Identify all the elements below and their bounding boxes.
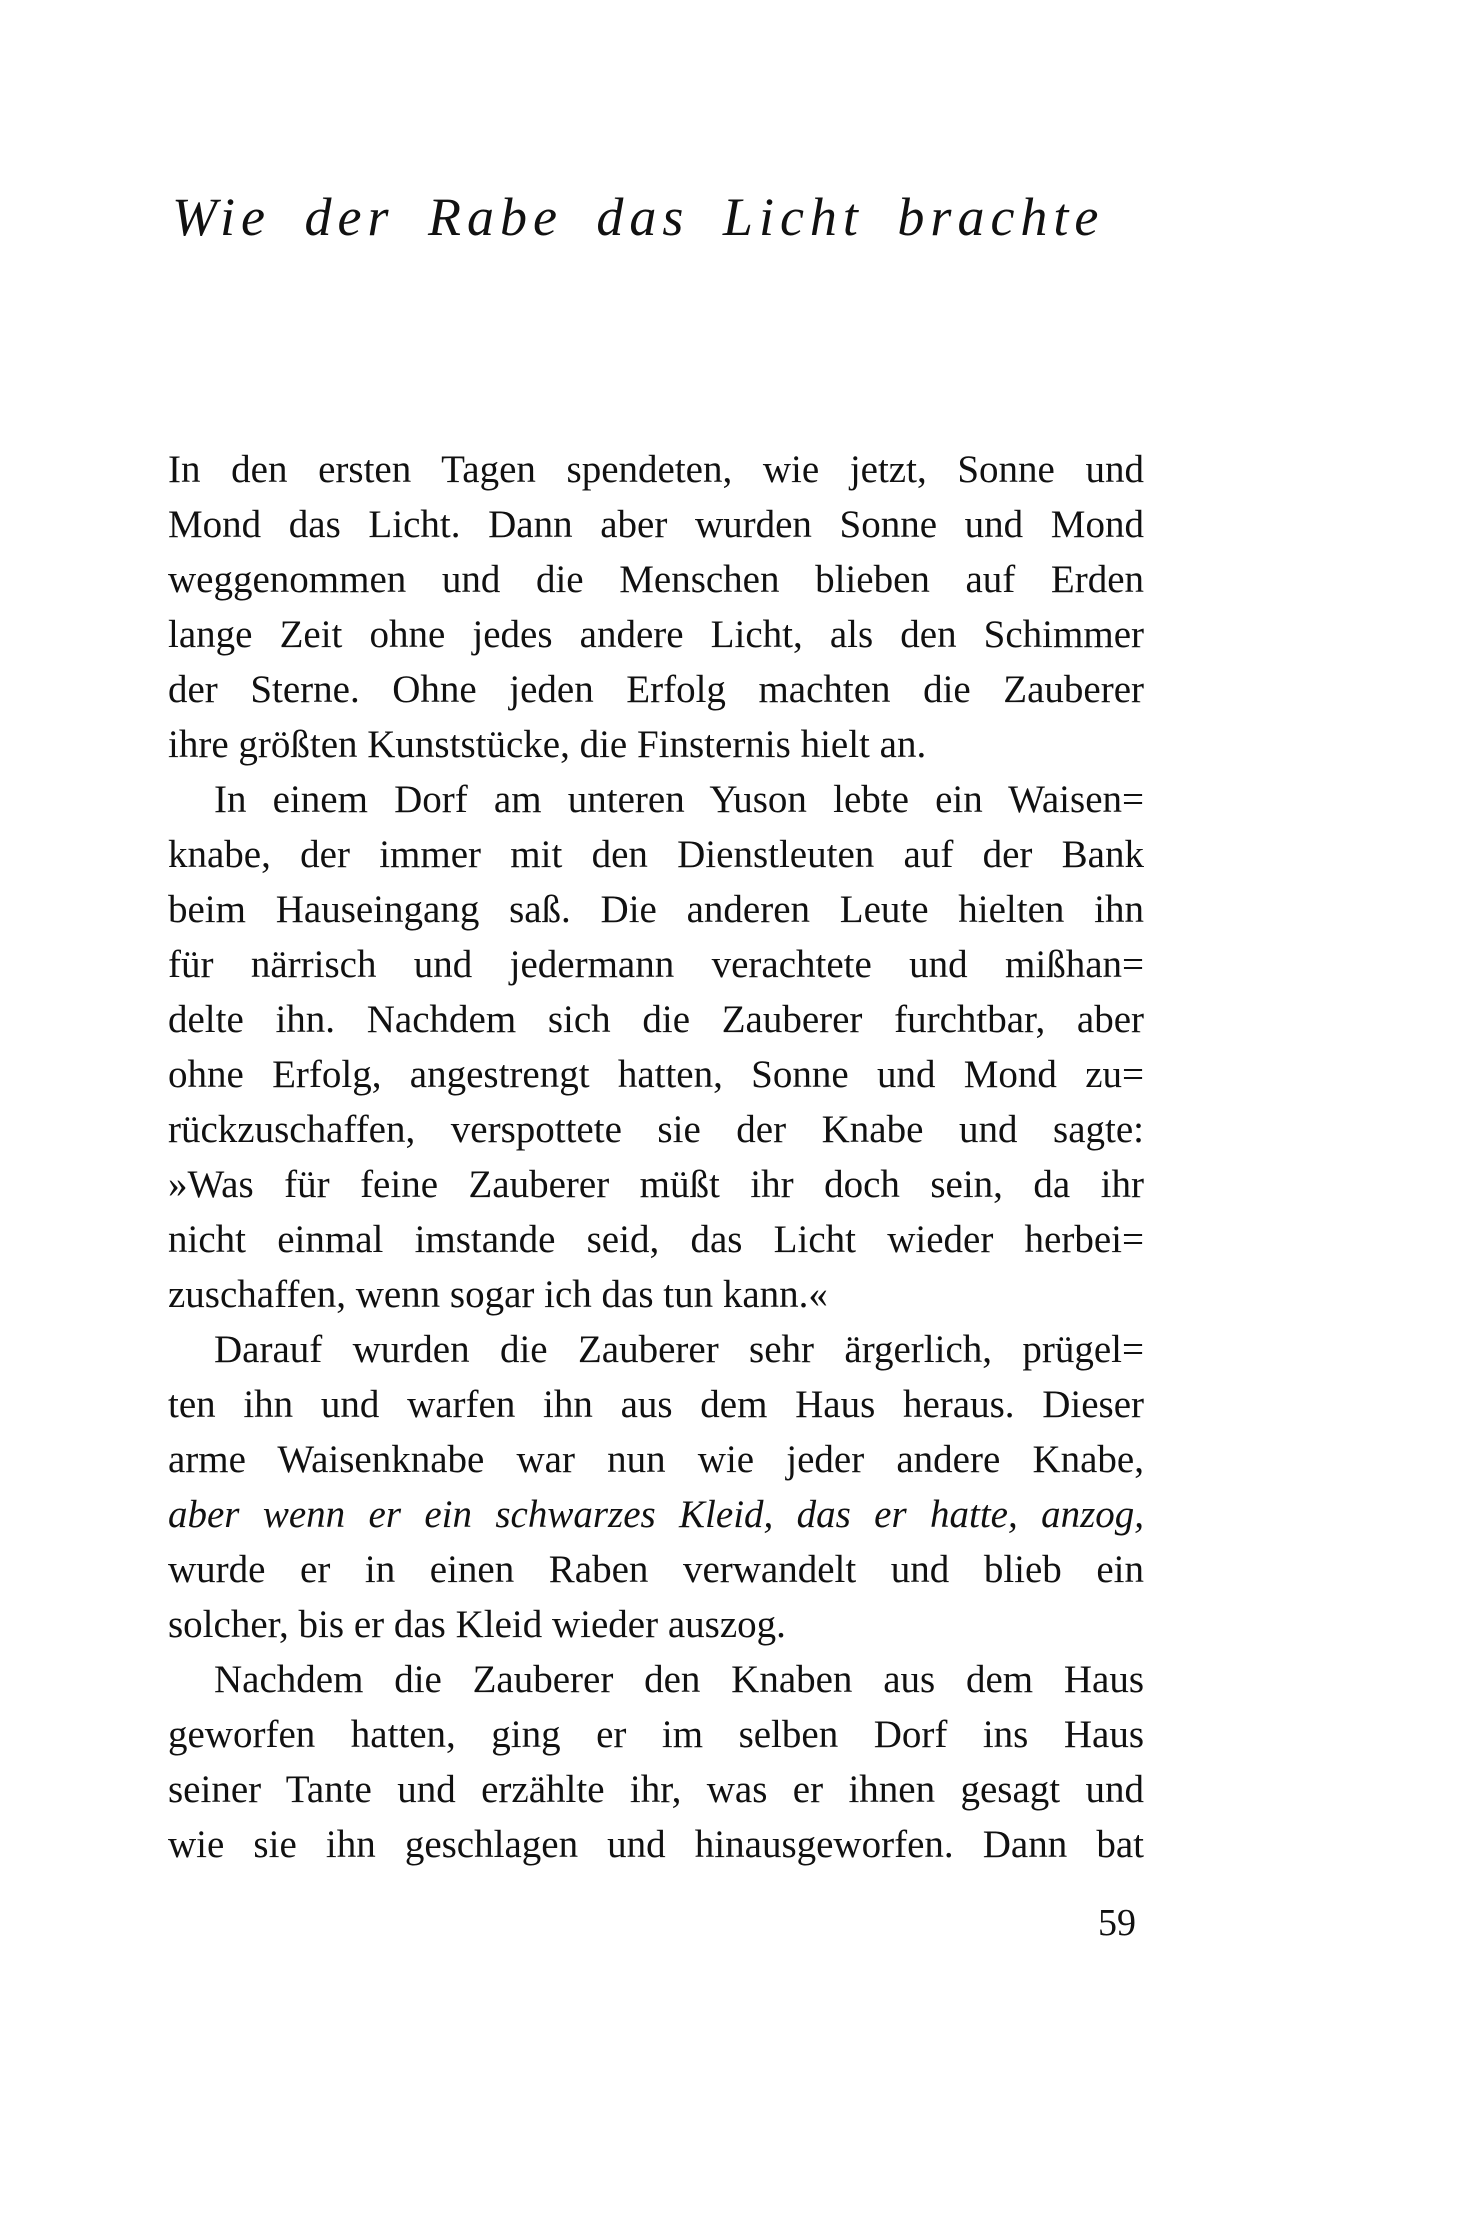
text-line: Mond das Licht. Dann aber wurden Sonne und Mond <box>168 503 1144 546</box>
text-line: In den ersten Tagen spendeten, wie jetzt, Sonne und <box>168 448 1144 491</box>
text-line: ten ihn und warfen ihn aus dem Haus heraus. Dieser <box>168 1383 1144 1426</box>
text-line: knabe, der immer mit den Dienstleuten auf der Bank <box>168 833 1144 876</box>
text-line: »Was für feine Zauberer müßt ihr doch sein, da ihr <box>168 1163 1144 1206</box>
text-line: wie sie ihn geschlagen und hinausgeworfen. Dann bat <box>168 1823 1144 1866</box>
text-line: arme Waisenknabe war nun wie jeder andere Knabe, <box>168 1438 1144 1481</box>
text-line: In einem Dorf am unteren Yuson lebte ein Waisen= <box>214 778 1144 821</box>
text-line: ohne Erfolg, angestrengt hatten, Sonne und Mond zu= <box>168 1053 1144 1096</box>
text-line: lange Zeit ohne jedes andere Licht, als den Schimmer <box>168 613 1144 656</box>
text-line: aber wenn er ein schwarzes Kleid, das er hatte, anzog, <box>168 1493 1144 1536</box>
text-line: beim Hauseingang saß. Die anderen Leute hielten ihn <box>168 888 1144 931</box>
body-text <box>168 442 1144 1872</box>
text-line: ihre größten Kunststücke, die Finsternis hielt an. <box>168 723 927 766</box>
text-line: nicht einmal imstande seid, das Licht wieder herbei= <box>168 1218 1144 1261</box>
text-line: solcher, bis er das Kleid wieder auszog. <box>168 1603 786 1646</box>
text-line: Darauf wurden die Zauberer sehr ärgerlich, prügel= <box>214 1328 1144 1371</box>
text-line: delte ihn. Nachdem sich die Zauberer furchtbar, aber <box>168 998 1144 1041</box>
text-line: wurde er in einen Raben verwandelt und blieb ein <box>168 1548 1144 1591</box>
text-line: seiner Tante und erzählte ihr, was er ihnen gesagt und <box>168 1768 1144 1811</box>
page-number: 59 <box>1098 1902 1136 1944</box>
text-line: Nachdem die Zauberer den Knaben aus dem Haus <box>214 1658 1144 1701</box>
text-line: rückzuschaffen, verspottete sie der Knabe und sagte: <box>168 1108 1144 1151</box>
text-line: geworfen hatten, ging er im selben Dorf ins Haus <box>168 1713 1144 1756</box>
text-line: für närrisch und jedermann verachtete und mißhan= <box>168 943 1144 986</box>
text-line: der Sterne. Ohne jeden Erfolg machten die Zauberer <box>168 668 1144 711</box>
text-line: zuschaffen, wenn sogar ich das tun kann.« <box>168 1273 828 1316</box>
text-line: weggenommen und die Menschen blieben auf Erden <box>168 558 1144 601</box>
chapter-title: Wie der Rabe das Licht brachte <box>172 187 1105 247</box>
